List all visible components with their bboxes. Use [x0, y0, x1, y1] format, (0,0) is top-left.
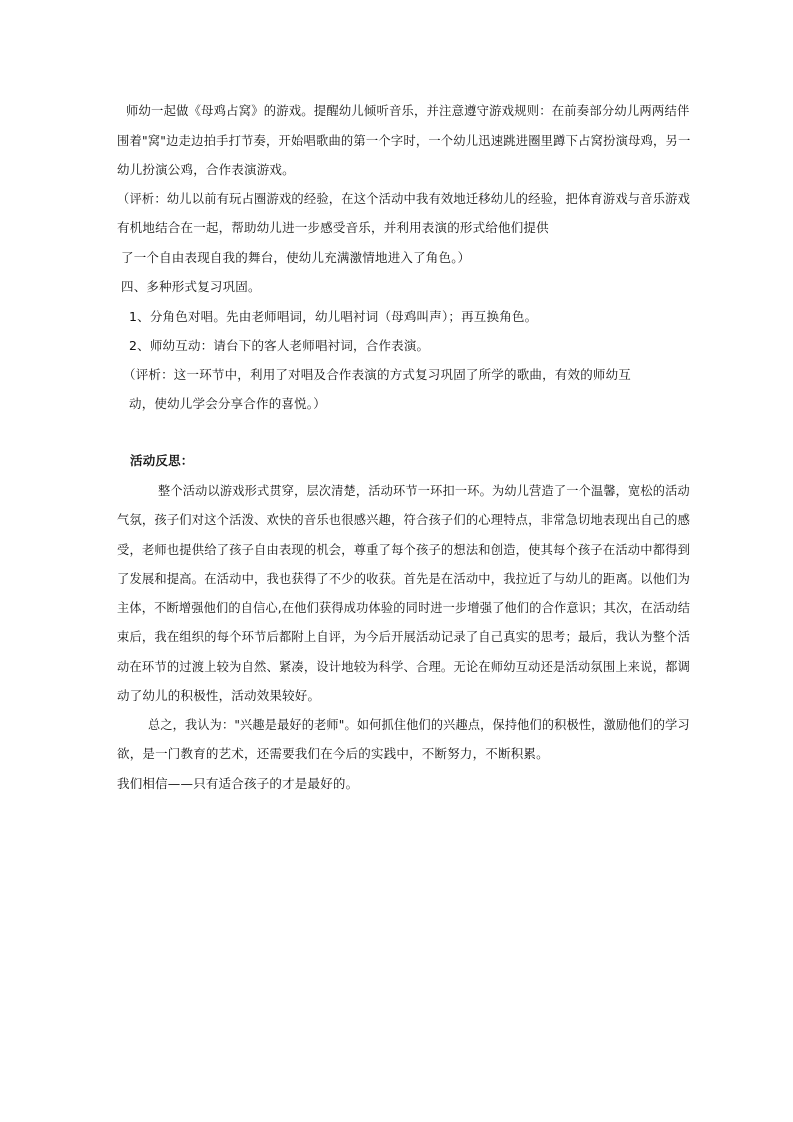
text-line: 整个活动以游戏形式贯穿，层次清楚，活动环节一环扣一环。为幼儿营造了一个温馨，宽松的活动: [158, 483, 690, 498]
text-line: 幼儿扮演公鸡，合作表演游戏。: [117, 162, 295, 177]
text-line: 欲，是一门教育的艺术，还需要我们在今后的实践中，不断努力，不断积累。: [117, 746, 549, 761]
text-line: 受，老师也提供给了孩子自由表现的机会，尊重了每个孩子的想法和创造，使其每个孩子在活动中都得到: [117, 542, 691, 557]
text-line: 动，使幼儿学会分享合作的喜悦。）: [129, 396, 326, 411]
text-line: 有机地结合在一起，帮助幼儿进一步感受音乐，并利用表演的形式给他们提供: [117, 220, 549, 235]
text-line: 束后，我在组织的每个环节后都附上自评，为今后开展活动记录了自己真实的思考；最后，我认为整个活: [117, 629, 691, 644]
text-line: 总之，我认为："兴趣是最好的老师"。如何抓住他们的兴趣点，保持他们的积极性，激励他们的学习: [148, 717, 690, 732]
text-line: 主体，不断增强他们的自信心,在他们获得成功体验的同时进一步增强了他们的合作意识；其次，在活动结: [117, 600, 691, 615]
text-line: 动了幼儿的积极性，活动效果较好。: [117, 688, 321, 703]
text-line: （评析：幼儿以前有玩占圈游戏的经验，在这个活动中我有效地迁移幼儿的经验，把体育游戏与音乐游戏: [117, 191, 691, 206]
text-line: 了发展和提高。在活动中，我也获得了不少的收获。首先是在活动中，我拉近了与幼儿的距离。以他们为: [117, 571, 691, 586]
reflection-heading: 活动反思：: [130, 453, 194, 468]
text-line: 动在环节的过渡上较为自然、紧凑，设计地较为科学、合理。无论在师幼互动还是活动氛围上来说，都调: [117, 659, 691, 674]
text-line: 师幼一起做《母鸡占窝》的游戏。提醒幼儿倾听音乐，并注意遵守游戏规则：在前奏部分幼儿两两结伴: [126, 103, 690, 118]
text-line: 围着"窝"边走边拍手打节奏，开始唱歌曲的第一个字时，一个幼儿迅速跳进圈里蹲下占窝扮演母鸡，另一: [117, 133, 691, 148]
text-line: 气氛，孩子们对这个活泼、欢快的音乐也很感兴趣，符合孩子们的心理特点，非常急切地表现出自己的感: [117, 512, 691, 527]
text-line: （评析：这一环节中，利用了对唱及合作表演的方式复习巩固了所学的歌曲，有效的师幼互: [123, 367, 632, 382]
text-line: 了一个自由表现自我的舞台，使幼儿充满激情地进入了角色。）: [121, 250, 471, 265]
text-line: 我们相信——只有适合孩子的才是最好的。: [117, 776, 359, 791]
list-item: 1、分角色对唱。先由老师唱词，幼儿唱衬词（母鸡叫声）；再互换角色。: [129, 309, 538, 324]
section-heading: 四、多种形式复习巩固。: [121, 279, 261, 294]
list-item: 2、师幼互动：请台下的客人老师唱衬词，合作表演。: [129, 338, 430, 353]
